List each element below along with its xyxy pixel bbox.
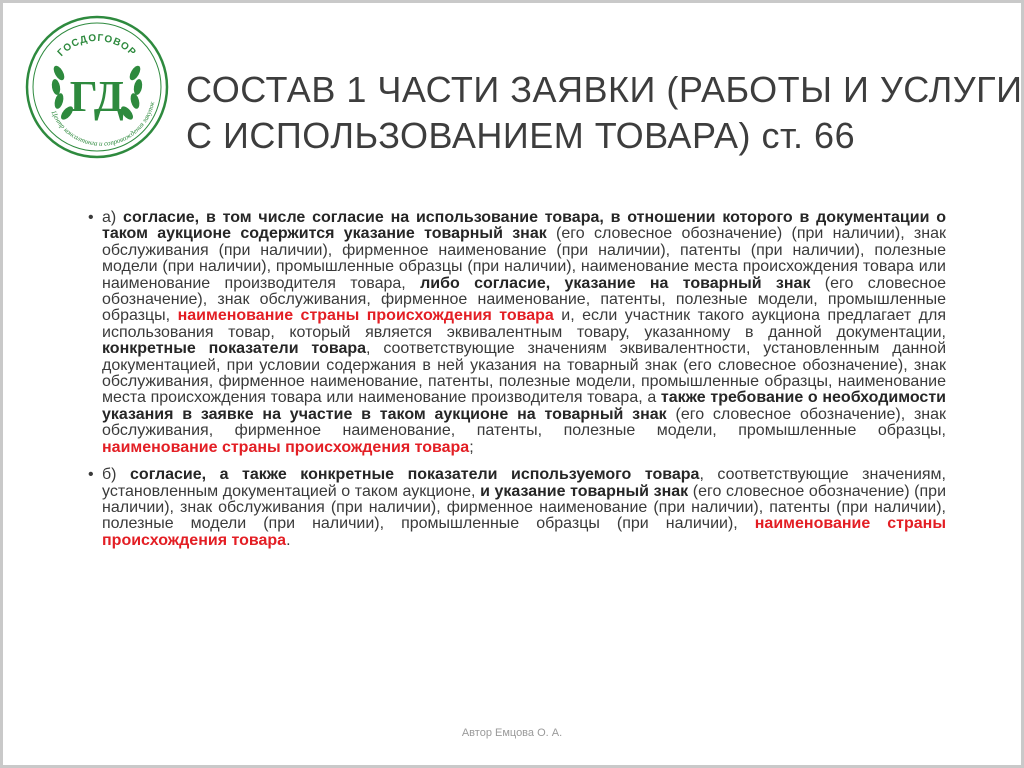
text-segment: , соответствующие значениям, установленным документацией о таком аукционе, [102, 466, 947, 500]
bold-segment: и указание товарный знак [480, 482, 689, 500]
text-segment: (его словесное обозначение), знак обслуживания, фирменное наименование, патенты, полезные модели, промышленные образцы, [102, 405, 947, 440]
bold-segment: либо согласие, указание на товарный знак [420, 274, 811, 292]
text-segment: б) [102, 466, 131, 484]
bold-segment: конкретные показатели товара [102, 340, 367, 358]
text-segment: (его словесное обозначение) (при наличии), знак обслуживания (при наличии), фирменное наименование (при наличии), патенты (при наличии), полезные модели (при наличии), промышленные образцы (при наличии), [102, 482, 947, 533]
bold-segment: согласие, в том числе согласие на использование товара, в отношении которого в документации о таком аукционе содержится указание товарный знак [102, 209, 946, 243]
bullet-icon: • [88, 209, 94, 226]
bullet-item-a [88, 210, 946, 456]
text-segment: . [286, 531, 291, 549]
svg-text:ГОСДОГОВОР [56, 33, 138, 59]
bullet-list [88, 210, 946, 560]
item-b-text [102, 466, 946, 549]
text-segment: а) [102, 209, 124, 226]
logo-ring-text: Центр консалтинга и сопровождения закупок [49, 100, 157, 148]
title-line-2: С ИСПОЛЬЗОВАНИЕМ ТОВАРА) ст. 66 [186, 115, 856, 156]
bullet-item-b [88, 467, 946, 549]
bullet-icon: • [88, 466, 94, 484]
bold-segment: также требование о необходимости указания в заявке на участие в таком аукционе на товарный знак [102, 389, 946, 423]
title-line-1: СОСТАВ 1 ЧАСТИ ЗАЯВКИ (РАБОТЫ И УСЛУГИ [186, 69, 1023, 110]
gosdogovor-logo [23, 13, 171, 161]
red-highlight-segment: наименование страны происхождения товара [177, 307, 554, 325]
slide-title [186, 67, 1023, 159]
text-segment: (его словесное обозначение) (при наличии), знак обслуживания (при наличии), фирменное наименование (при наличии), патенты (при наличии), полезные модели (при наличии), промышленные образцы (при наличии), наименование места происхождения товара или наименование производителя товара, [102, 225, 947, 292]
item-a-text [102, 209, 946, 456]
logo-top-text: ГОСДОГОВОР [55, 32, 139, 59]
text-segment: ; [469, 438, 474, 456]
text-segment: , соответствующие значениям эквивалентности, установленным данной документацией, при условии содержания в ней указания на товарный знак (его словесное обозначение), знак обслуживания, фирменное наименование, патенты, полезные модели, промышленные образцы, наименование места происхождения товара или наименование производителя товара, а [102, 340, 946, 407]
red-highlight-segment: наименование страны происхождения товара [102, 438, 470, 456]
red-highlight-segment: наименование страны происхождения товара [102, 515, 947, 549]
bold-segment: согласие, а также конкретные показатели используемого товара [130, 466, 700, 484]
text-segment: и, если участник такого аукциона предлагает для использования товар, который является эквивалентным товару, указанному в данной документации, [102, 307, 946, 341]
text-segment: (его словесное обозначение), знак обслуживания, фирменное наименование, патенты, полезные модели, промышленные образцы, [102, 274, 947, 325]
footer-author: Автор Емцова О. А. [461, 727, 563, 739]
logo-monogram: ГД [69, 72, 125, 121]
